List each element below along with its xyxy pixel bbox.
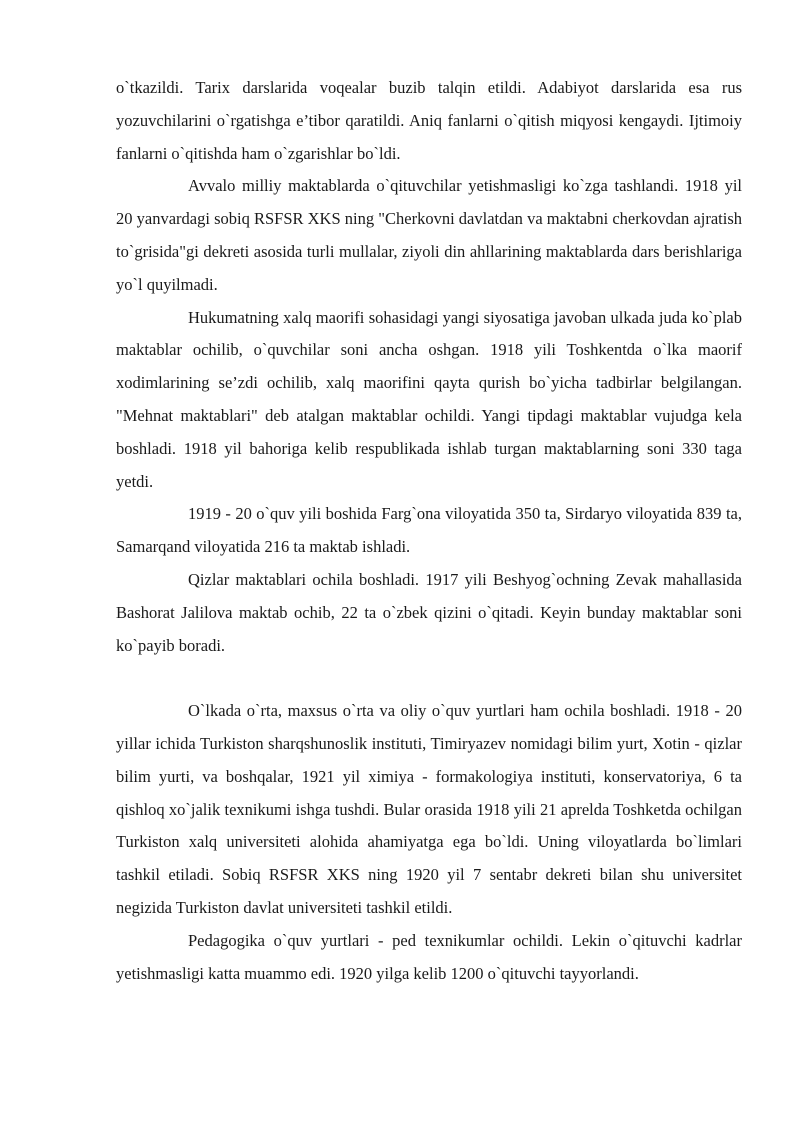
document-page — [116, 72, 742, 990]
paragraph: Pedagogika o`quv yurtlari - ped texnikumlar ochildi. Lekin o`qituvchi kadrlar yetishmasligi katta muammo edi. 1920 yilga kelib 1200 o`qituvchi tayyorlandi. — [116, 930, 742, 983]
blank-line — [116, 662, 742, 695]
paragraph: O`lkada o`rta, maxsus o`rta va oliy o`quv yurtlari ham ochila boshladi. 1918 - 20 yillar ichida Turkiston sharqshunoslik instituti, Timiryazev nomidagi bilim yurt, Xotin - qizlar bilim yurti, va boshqalar, 1921 yil ximiya - formakologiya instituti, konservatoriya, 6 ta qishloq xo`jalik texnikumi ishga tushdi. Bular orasida 1918 yili 21 aprelda Toshketda ochilgan Turkiston xalq universiteti alohida ahamiyatga ega bo`ldi. Uning viloyatlarda bo`limlari tashkil etiladi. Sobiq RSFSR XKS ning 1920 yil 7 sentabr dekreti bilan shu universitet negizida Turkiston davlat universiteti tashkil etildi. — [116, 701, 742, 917]
paragraph: Avvalo milliy maktablarda o`qituvchilar yetishmasligi ko`zga tashlandi. 1918 yil 20 yanvardagi sobiq RSFSR XKS ning "Cherkovni davlatdan va maktabni cherkovdan ajratish to`grisida"gi dekreti asosida turli mullalar, ziyoli din ahllarining maktablarda dars berishlariga yo`l quyilmadi. — [116, 176, 742, 294]
paragraph: Hukumatning xalq maorifi sohasidagi yangi siyosatiga javoban ulkada juda ko`plab maktablar ochilib, o`quvchilar soni ancha oshgan. 1918 yili Toshkentda o`lka maorif xodimlarining se’zdi ochilib, xalq maorifini qayta qurish bo`yicha tadbirlar belgilangan. "Mehnat maktablari" deb atalgan maktablar ochildi. Yangi tipdagi maktablar vujudga kela boshladi. 1918 yil bahoriga kelib respublikada ishlab turgan maktablarning soni 330 taga yetdi. — [116, 307, 742, 491]
paragraph: Qizlar maktablari ochila boshladi. 1917 yili Beshyog`ochning Zevak mahallasida Bashorat Jalilova maktab ochib, 22 ta o`zbek qizini o`qitadi. Keyin bunday maktablar soni ko`payib boradi. — [116, 569, 742, 655]
paragraph: o`tkazildi. Tarix darslarida voqealar buzib talqin etildi. Adabiyot darslarida esa rus yozuvchilarini o`rgatishga e’tibor qaratildi. Aniq fanlarni o`qitish miqyosi kengaydi. Ijtimoiy fanlarni o`qitishda ham o`zgarishlar bo`ldi. — [116, 78, 742, 163]
paragraph: 1919 - 20 o`quv yili boshida Farg`ona viloyatida 350 ta, Sirdaryo viloyatida 839 ta, Samarqand viloyatida 216 ta maktab ishladi. — [116, 504, 742, 557]
